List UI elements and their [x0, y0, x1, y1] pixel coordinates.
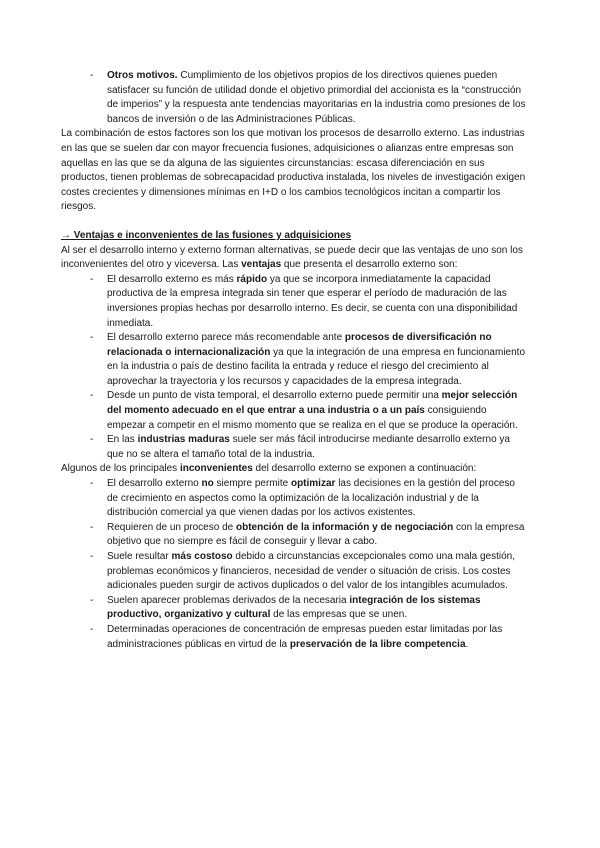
text-span: El desarrollo externo — [107, 478, 202, 490]
ventajas-list — [87, 273, 527, 463]
bold-span: integración de los sistemas productivo, organizativo y cultural — [107, 594, 481, 621]
bold-span: procesos de diversificación no relacionada o internacionalización — [107, 332, 492, 358]
text-span: Suelen aparecer problemas derivados de la necesaria — [107, 594, 350, 606]
list-item — [87, 521, 527, 550]
text-span: Al ser el desarrollo interno y externo forman alternativas, se puede decir que las ventajas de uno son los inconvenientes del otro y viceversa. Las — [61, 244, 523, 271]
document-body — [61, 69, 527, 652]
text-span: ya que la integración de una empresa en funcionamiento en la industria o país de destino facilita la entrada y reduce el riesgo del crecimiento al aprovechar la trayectoria y los recursos y capacidades de la empresa integrada. — [107, 346, 526, 387]
bold-span: no — [201, 478, 214, 490]
list-bullet: - — [90, 623, 94, 635]
list-bullet: - — [90, 434, 94, 446]
list-item — [87, 477, 527, 521]
text-span: . — [465, 638, 469, 650]
text-span: El desarrollo externo es más — [107, 273, 237, 285]
bold-span: preservación de la libre competencia — [289, 638, 466, 650]
text-span: consiguiendo empezar a competir en el mismo momento que se realiza en el que se produce la operación. — [107, 405, 518, 431]
list-bullet: - — [90, 594, 94, 606]
text-span: del desarrollo externo se exponen a continuación: — [252, 463, 477, 475]
list-item-otros-motivos — [87, 69, 527, 127]
list-bullet: - — [90, 273, 94, 285]
bold-span: inconvenientes — [179, 463, 253, 475]
text-span: El desarrollo externo parece más recomendable ante — [107, 332, 345, 344]
list-item — [87, 273, 527, 331]
text-span: las decisiones en la gestión del proceso de crecimiento en aspectos como la optimización de la localización industrial y de la distribución comercial ya que vienen dadas por los activos existentes. — [107, 478, 515, 519]
list-item — [87, 331, 527, 389]
bold-span: optimizar — [290, 478, 336, 490]
list-bullet: - — [90, 70, 94, 81]
inconvenientes-list — [87, 477, 527, 652]
list-bullet: - — [90, 390, 94, 402]
section-heading: → Ventajas e inconvenientes de las fusiones y adquisiciones — [61, 229, 352, 241]
text-span: Suele resultar — [107, 551, 172, 562]
text-span: que presenta el desarrollo externo son: — [281, 259, 458, 271]
text-span: Algunos de los principales — [61, 463, 180, 475]
text-span: siempre permite — [213, 478, 291, 490]
text-span: Determinadas operaciones de concentración de empresas pueden estar limitadas por las administraciones públicas en virtud de la — [107, 623, 503, 650]
text-span: ya que se incorpora inmediatamente la capacidad productiva de la empresa integrada sin tener que esperar el período de maduración de las inversiones propias hechas por desarrollo interno. Es decir, se cuenta con una disponibilidad inmediata. — [107, 273, 518, 329]
list-bullet: - — [90, 551, 94, 562]
list-item — [87, 550, 527, 594]
text-span: de las empresas que se unen. — [270, 609, 408, 621]
text-span: Requieren de un proceso de — [107, 521, 236, 533]
text-span: Desde un punto de vista temporal, el desarrollo externo puede permitir una — [107, 390, 442, 402]
list-item — [87, 594, 527, 623]
bold-span: obtención de la información y de negociación — [235, 521, 454, 533]
paragraph-inconvenientes-intro — [61, 462, 527, 477]
bold-span: mejor selección del momento adecuado en el que entrar a una industria o a un país — [107, 390, 518, 417]
bold-span: rápido — [236, 273, 268, 285]
bold-span: industrias maduras — [137, 434, 230, 446]
text-span: debido a circunstancias excepcionales como una mala gestión, problemas económicos y financieros, necesidad de vender o situación de crisis. Los costes adicionales pueden surgir de activos duplicados o del valor de los intangibles acumulados. — [107, 551, 516, 592]
list-item — [87, 623, 527, 652]
list-item — [87, 433, 527, 462]
text-span: suele ser más fácil introducirse mediante desarrollo externo ya que no se altera el tamaño total de la industria. — [107, 434, 510, 460]
list-bullet: - — [90, 521, 94, 533]
bold-span: más costoso — [171, 551, 233, 562]
list-item — [87, 389, 527, 433]
bold-span: ventajas — [241, 259, 282, 271]
paragraph-combinacion: La combinación de estos factores son los que motivan los procesos de desarrollo externo. Las industrias en las que se suelen dar con mayor frecuencia fusiones, adquisiciones o alianzas entre empresas son aquellas en las que se da alguna de las siguientes circunstancias: escasa diferenciación en sus productos, tienen problemas de sobrecapacidad productiva instalada, los niveles de investigación exigen costes crecientes y dimensiones mínimas en I+D o los cambios tecnológicos incitan a compartir los riesgos. — [61, 128, 526, 213]
paragraph-ventajas-intro — [61, 244, 527, 273]
item-text: Cumplimiento de los objetivos propios de los directivos quienes pueden satisfacer su función de utilidad donde el objetivo primordial del accionista es la “construcción de imperios” y la respuesta ante tendencias mayoritarias en la industria como presiones de los bancos de inversión o de las Administraciones Públicas. — [107, 70, 526, 125]
text-span: En las — [107, 434, 138, 446]
item-bold-label: Otros motivos. — [107, 70, 178, 81]
text-span: con la empresa objetivo que no siempre es fácil de conseguir y llevar a cabo. — [107, 521, 525, 548]
list-bullet: - — [90, 332, 94, 344]
list-bullet: - — [90, 478, 94, 490]
